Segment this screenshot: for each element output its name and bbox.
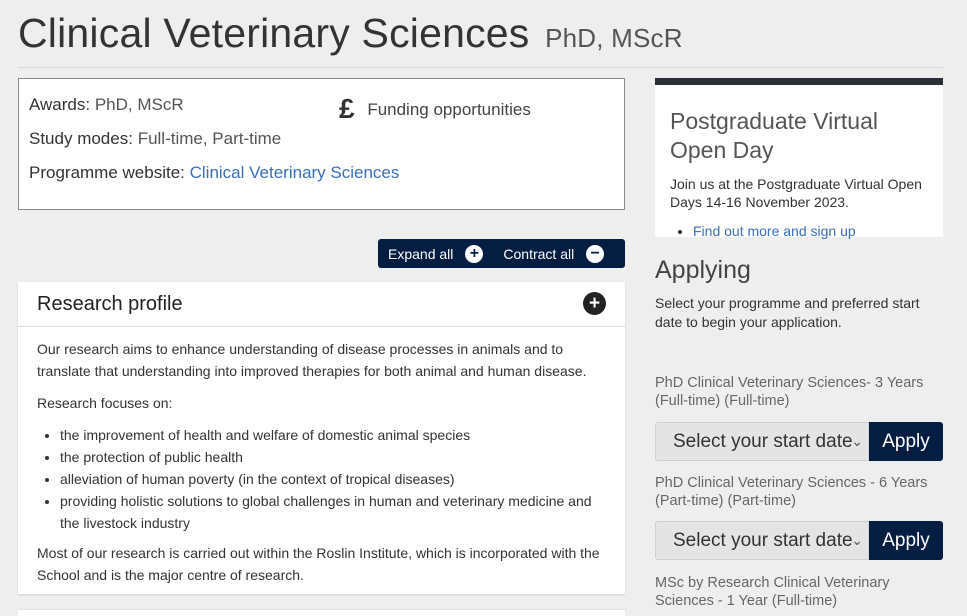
study-modes-value: Full-time, Part-time — [137, 129, 282, 148]
list-item: • providing holistic solutions to global challenges in human and veterinary medicine and the livestock industry — [60, 490, 606, 534]
research-profile-body — [18, 327, 625, 586]
programme-website-link[interactable]: Clinical Veterinary Sciences — [189, 163, 400, 182]
contract-all-button[interactable] — [493, 239, 614, 268]
page-title-text: Clinical Veterinary Sciences — [18, 10, 530, 56]
open-day-body: Join us at the Postgraduate Virtual Open Days 14-16 November 2023. — [670, 176, 922, 210]
plus-circle-icon[interactable]: + — [583, 292, 606, 315]
research-profile-panel — [18, 282, 625, 594]
expand-contract-bar — [378, 239, 625, 268]
programme-name: MSc by Research Clinical Veterinary Sciences - 1 Year (Full-time) — [655, 575, 890, 609]
page-subtitle: PhD, MScR — [545, 23, 683, 53]
research-focus-list — [37, 424, 606, 534]
title-divider — [18, 67, 943, 68]
next-panel-edge — [18, 610, 625, 616]
apply-row — [655, 521, 943, 560]
funding-label: Funding opportunities — [367, 100, 531, 119]
start-date-select-value: Select your start date — [673, 431, 853, 452]
expand-all-button[interactable] — [378, 239, 493, 268]
start-date-select-value: Select your start date — [673, 530, 853, 551]
awards-label: Awards: — [29, 95, 91, 114]
research-profile-header[interactable] — [18, 282, 625, 327]
list-item — [693, 223, 928, 239]
apply-row — [655, 422, 943, 461]
list-item: • the protection of public health — [60, 446, 606, 468]
list-item: • alleviation of human poverty (in the context of tropical diseases) — [60, 468, 606, 490]
open-day-links — [670, 223, 928, 239]
start-date-select[interactable] — [655, 521, 869, 560]
list-item: • the improvement of health and welfare of domestic animal species — [60, 424, 606, 446]
start-date-select[interactable] — [655, 422, 869, 461]
apply-button[interactable]: Apply — [869, 521, 943, 560]
expand-all-label: Expand all — [388, 245, 454, 262]
applying-intro: Select your programme and preferred start date to begin your application. — [655, 295, 920, 330]
study-modes-label: Study modes: — [29, 129, 133, 148]
research-focus-label: Research focuses on: — [37, 395, 173, 411]
research-closing: Most of our research is carried out within the Roslin Institute, which is incorporated with the School and is the major centre of research. — [37, 545, 600, 583]
funding-opportunities-link[interactable] — [339, 93, 531, 125]
programme-website-label: Programme website: — [29, 163, 185, 182]
contract-all-label: Contract all — [503, 245, 575, 262]
chevron-down-icon: ⌄ — [851, 532, 863, 548]
programme-website-row — [29, 159, 614, 193]
research-profile-heading: Research profile — [37, 293, 183, 315]
programme-summary — [18, 78, 625, 210]
open-day-heading: Postgraduate Virtual Open Day — [670, 108, 878, 163]
page-title — [18, 10, 683, 57]
apply-button[interactable]: Apply — [869, 422, 943, 461]
open-day-card — [655, 78, 943, 237]
programme-name: PhD Clinical Veterinary Sciences - 6 Years (Part-time) (Part-time) — [655, 475, 928, 509]
programme-name: PhD Clinical Veterinary Sciences- 3 Years (Full-time) (Full-time) — [655, 375, 924, 409]
plus-circle-icon: + — [465, 245, 483, 263]
open-day-signup-link[interactable]: Find out more and sign up — [693, 223, 856, 239]
applying-section — [655, 256, 943, 332]
awards-value: PhD, MScR — [94, 95, 184, 114]
research-intro: Our research aims to enhance understanding of disease processes in animals and to translate that understanding into improved therapies for both animal and human disease. — [37, 341, 587, 379]
pound-icon: £ — [339, 93, 355, 124]
applying-heading: Applying — [655, 256, 751, 284]
minus-circle-icon: − — [586, 245, 604, 263]
chevron-down-icon: ⌄ — [851, 433, 863, 449]
study-modes-row — [29, 125, 614, 159]
